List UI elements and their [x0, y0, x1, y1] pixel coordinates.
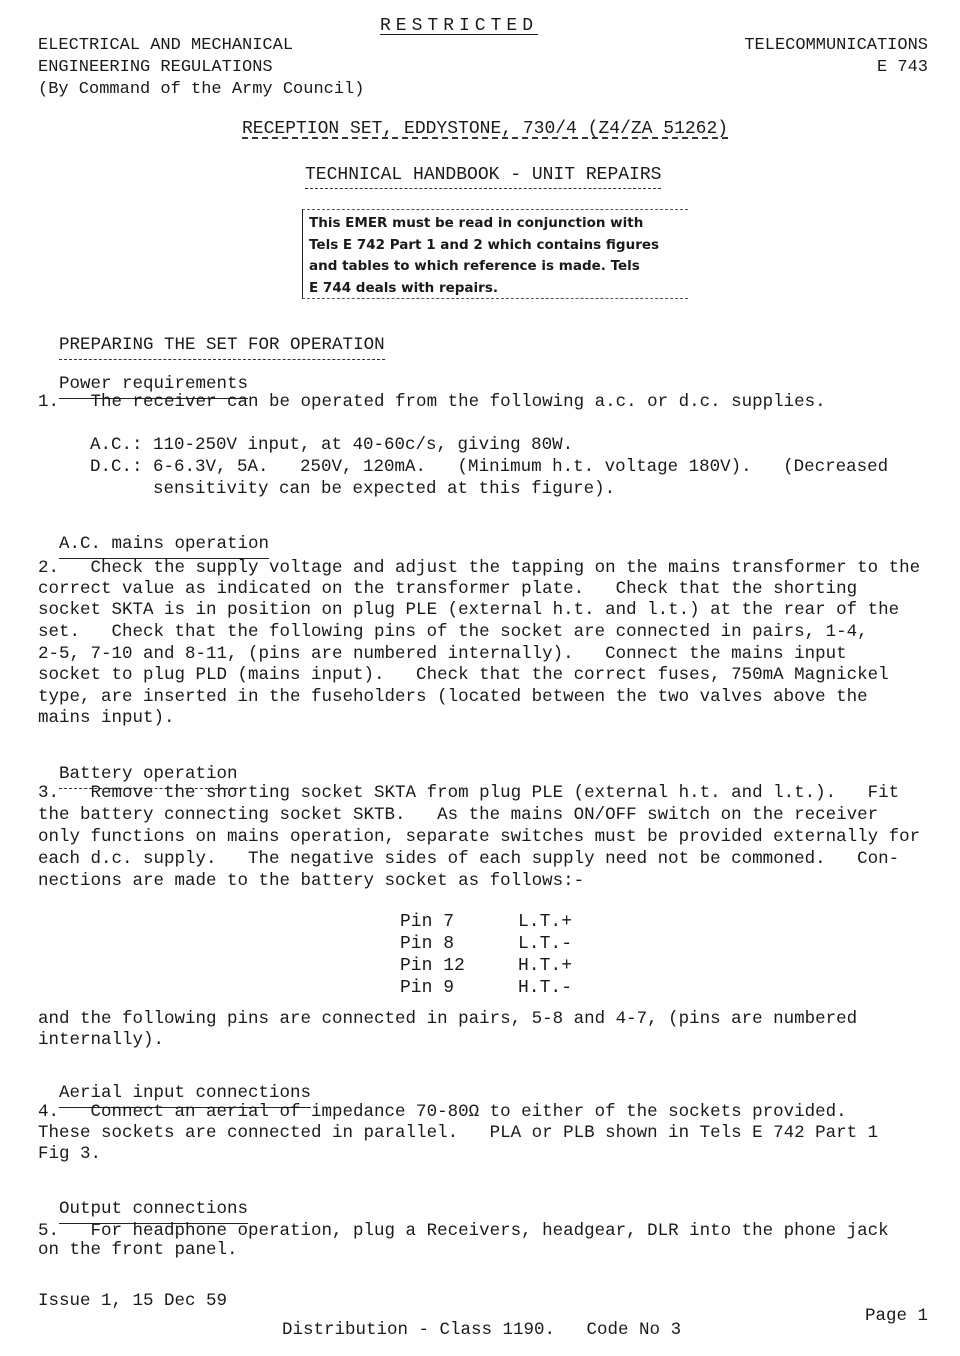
header-right [744, 35, 928, 79]
battery-line: 3. Remove the shorting socket SKTA from plug PLE (external h.t. and l.t.). Fit [38, 783, 900, 803]
mains-line: set. Check that the following pins of the socket are connected in pairs, 1-4, [38, 622, 868, 642]
header-left-line: (By Command of the Army Council) [38, 80, 365, 99]
header-right-line: E 743 [876, 58, 928, 77]
document-title: RECEPTION SET, EDDYSTONE, 730/4 (Z4/ZA 51262) [242, 119, 729, 139]
classification-marking: RESTRICTED [380, 16, 539, 36]
note-line: E 744 deals with repairs. [309, 279, 498, 296]
mains-line: correct value as indicated on the transformer plate. Check that the shorting [38, 579, 858, 599]
pin-row [400, 977, 572, 999]
battery-pin-table [400, 911, 572, 999]
mains-line: 2-5, 7-10 and 8-11, (pins are numbered internally). Connect the mains input [38, 644, 847, 664]
pin-function: H.T.+ [518, 956, 573, 976]
pin-number: Pin 12 [400, 956, 465, 976]
pin-function: L.T.+ [518, 912, 573, 932]
heading-power-requirements [38, 354, 248, 394]
distribution: Distribution - Class 1190. Code No 3 [282, 1320, 682, 1340]
battery-after: and the following pins are connected in pairs, 5-8 and 4-7, (pins are numbered [38, 1009, 858, 1029]
aerial-line: Fig 3. [38, 1144, 102, 1164]
ac-supply: A.C.: 110-250V input, at 40-60c/s, giving 80W. [90, 435, 574, 455]
battery-line: the battery connecting socket SKTB. As the mains ON/OFF switch on the receiver [38, 805, 879, 825]
mains-line: socket SKTA is in position on plug PLE (external h.t. and l.t.) at the rear of the [38, 600, 900, 620]
note-line: This EMER must be read in conjunction with [309, 215, 644, 231]
header-left-line: ELECTRICAL AND MECHANICAL [38, 36, 294, 55]
heading-text: Aerial input connections [59, 1083, 311, 1108]
aerial-line: These sockets are connected in parallel. PLA or PLB shown in Tels E 742 Part 1 [38, 1123, 879, 1143]
header-left-line: ENGINEERING REGULATIONS [38, 58, 273, 77]
mains-line: 2. Check the supply voltage and adjust the tapping on the mains transformer to the [38, 558, 921, 578]
pin-row [400, 933, 572, 955]
document-subtitle: TECHNICAL HANDBOOK - UNIT REPAIRS [305, 165, 661, 189]
header-left [38, 35, 364, 101]
output-line: on the front panel. [38, 1240, 238, 1260]
mains-line: type, are inserted in the fuseholders (located between the two valves above the [38, 687, 868, 707]
heading-text: Output connections [59, 1199, 248, 1224]
heading-battery [38, 744, 238, 784]
mains-line: mains input). [38, 708, 175, 728]
dc-supply-cont: sensitivity can be expected at this figure). [90, 479, 616, 499]
note-line: Tels E 742 Part 1 and 2 which contains figures [309, 236, 660, 253]
heading-aerial [38, 1063, 311, 1103]
heading-text: Battery operation [59, 764, 238, 789]
pin-number: Pin 7 [400, 912, 455, 932]
battery-after: internally). [38, 1030, 165, 1050]
section-heading-preparing [38, 315, 385, 355]
section-heading-text: PREPARING THE SET FOR OPERATION [59, 335, 385, 360]
page-number: Page 1 [864, 1306, 928, 1326]
mains-line: socket to plug PLD (mains input). Check that the correct fuses, 750mA Magnickel [38, 665, 889, 685]
paragraph-1: 1. The receiver can be operated from the following a.c. or d.c. supplies. [38, 392, 826, 412]
battery-line: only functions on mains operation, separate switches must be provided externally for [38, 827, 921, 847]
pin-number: Pin 8 [400, 934, 455, 954]
dc-supply: D.C.: 6-6.3V, 5A. 250V, 120mA. (Minimum h.t. voltage 180V). (Decreased [90, 457, 889, 477]
heading-text: Power requirements [59, 374, 248, 399]
heading-text: A.C. mains operation [59, 534, 269, 559]
heading-output [38, 1179, 248, 1219]
aerial-line: 4. Connect an aerial of impedance 70-80Ω to either of the sockets provided. [38, 1102, 847, 1122]
pin-row [400, 911, 572, 933]
header-right-line: TELECOMMUNICATIONS [744, 36, 928, 55]
output-line: 5. For headphone operation, plug a Receivers, headgear, DLR into the phone jack [38, 1221, 889, 1241]
pin-function: L.T.- [518, 934, 573, 954]
battery-line: each d.c. supply. The negative sides of each supply need not be commoned. Con- [38, 849, 900, 869]
note-line: and tables to which reference is made. Tels [309, 258, 640, 274]
issue-date: Issue 1, 15 Dec 59 [38, 1291, 228, 1311]
heading-ac-mains [38, 514, 269, 554]
pin-function: H.T.- [518, 978, 573, 998]
pin-row [400, 955, 572, 977]
battery-line: nections are made to the battery socket as follows:- [38, 871, 585, 891]
reference-note [302, 209, 688, 299]
pin-number: Pin 9 [400, 978, 455, 998]
